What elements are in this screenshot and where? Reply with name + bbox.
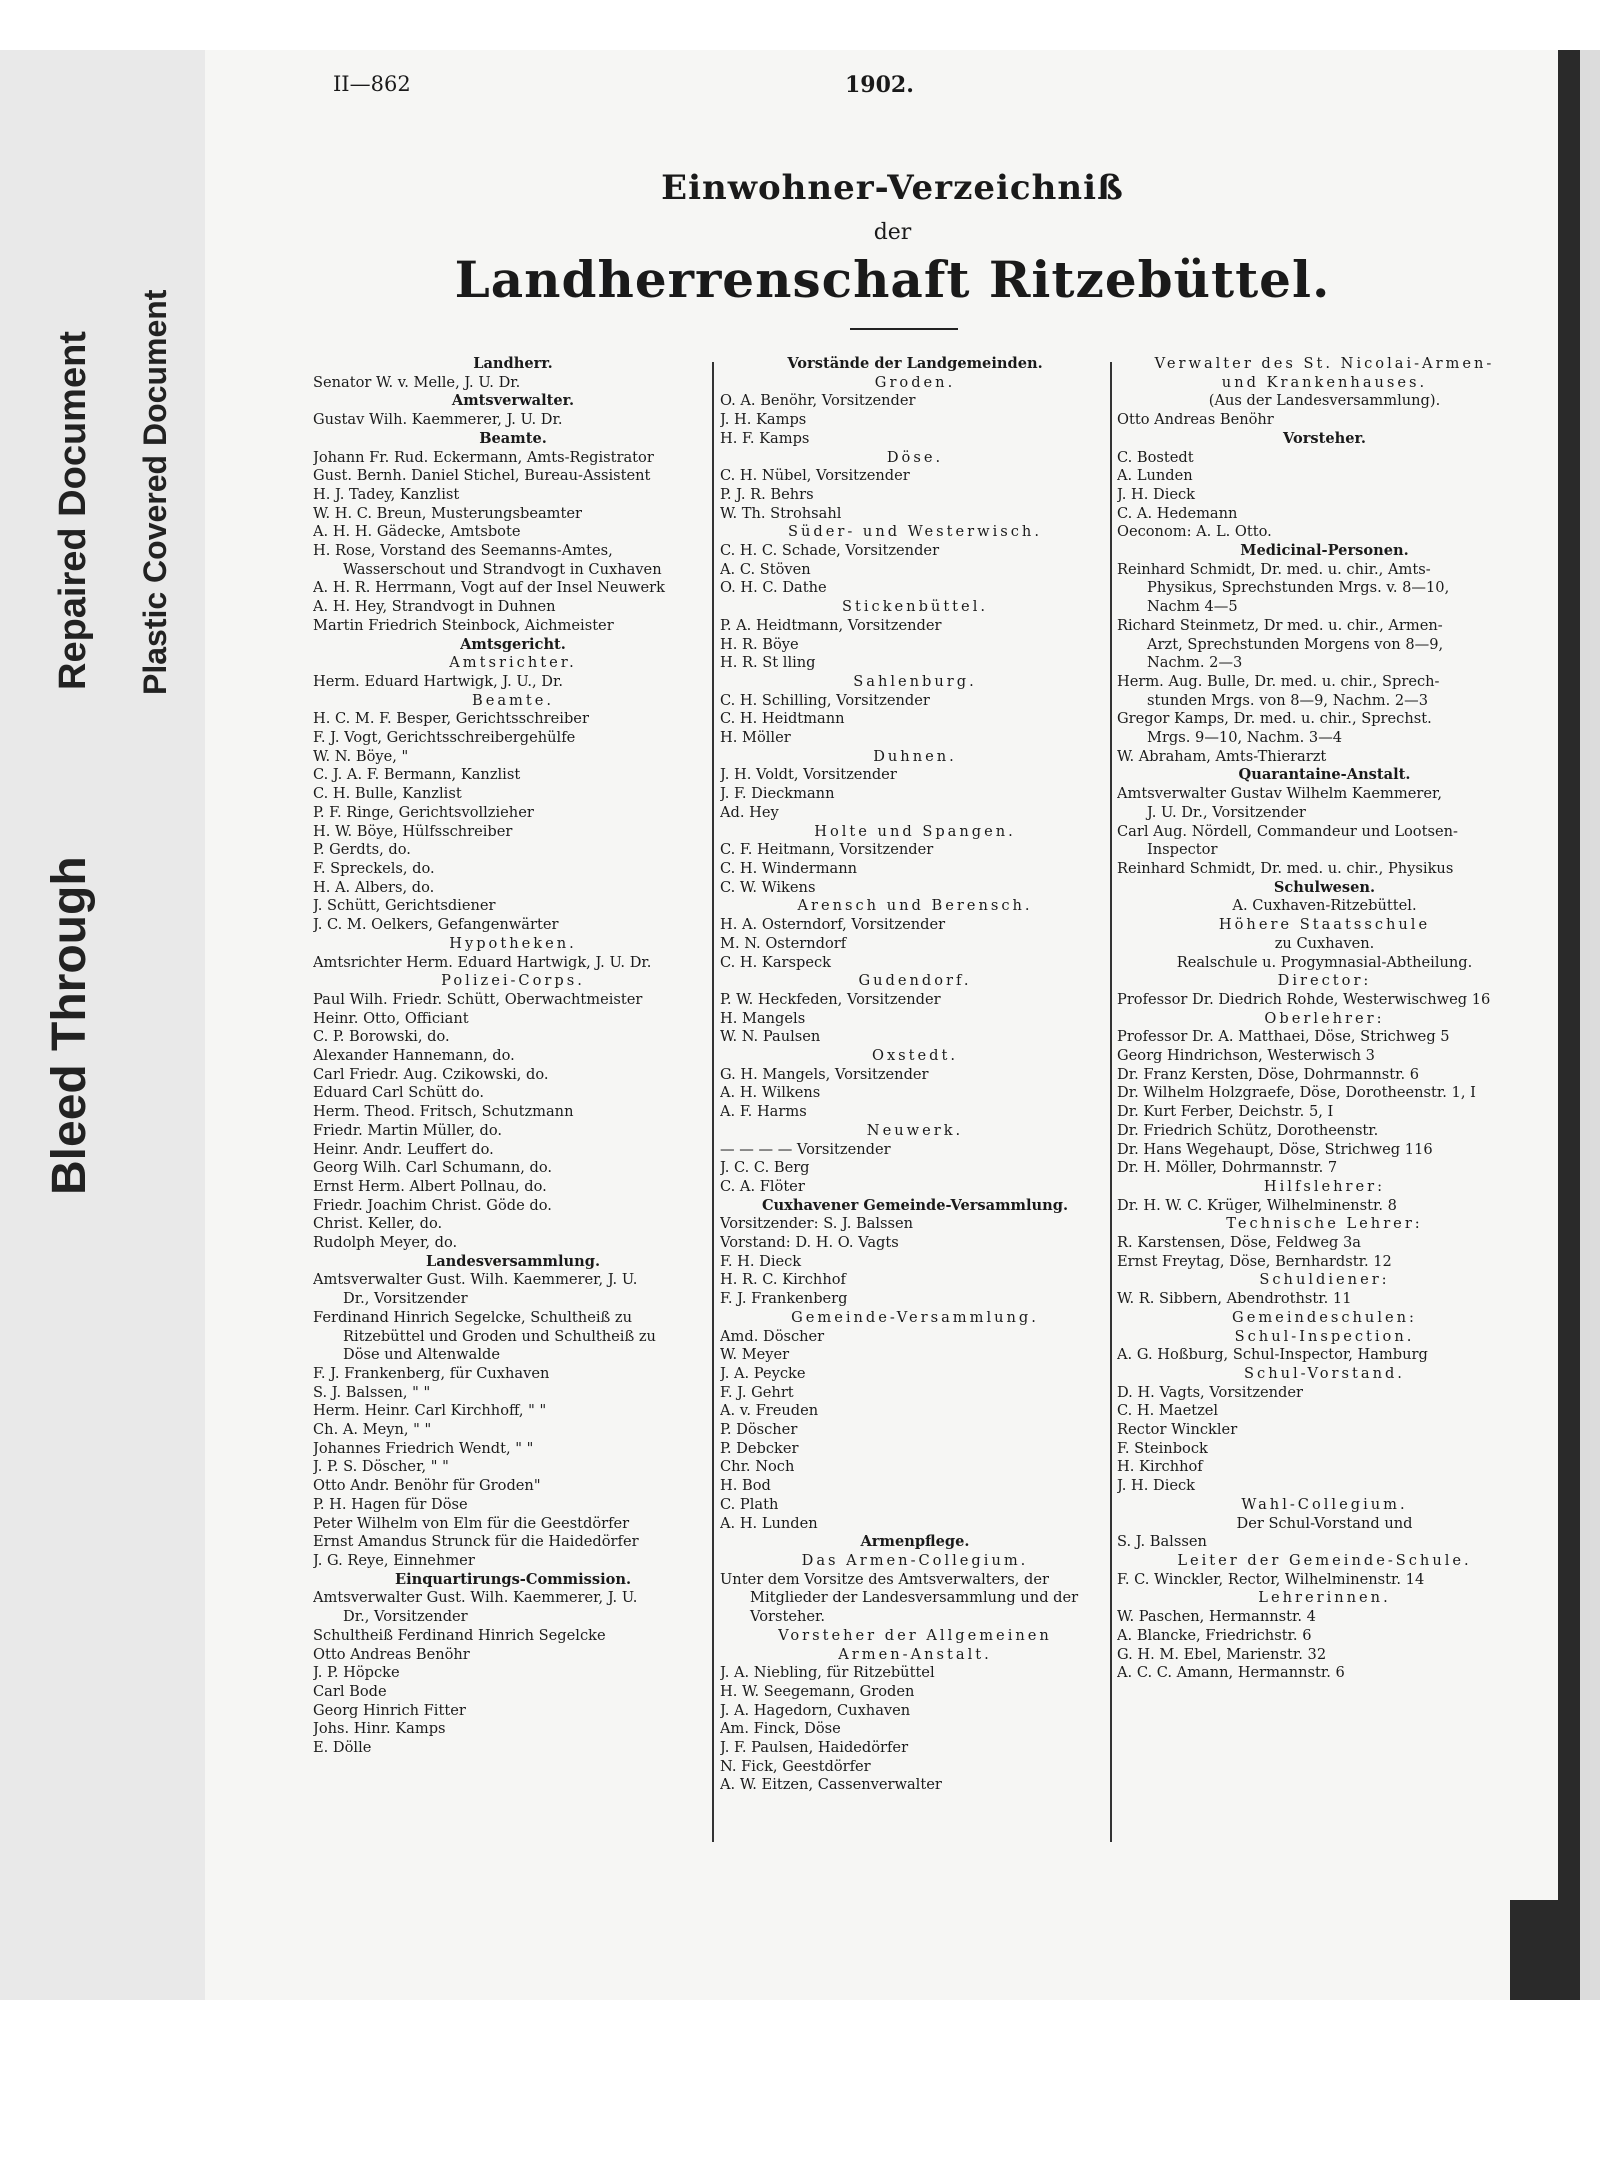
directory-entry: P. A. Heidtmann, Vorsitzender: [720, 616, 942, 634]
directory-entry: J. P. Höpcke: [313, 1664, 400, 1682]
section-heading: Döse.: [886, 448, 944, 466]
directory-entry: Dr. Hans Wegehaupt, Döse, Strichweg 116: [1117, 1140, 1433, 1158]
directory-entry: J. G. Reye, Einnehmer: [313, 1552, 475, 1569]
section-heading: Landesversammlung.: [425, 1252, 601, 1270]
directory-entry: Dr., Vorsitzender: [343, 1608, 468, 1626]
directory-entry: Ferdinand Hinrich Segelcke, Schultheiß zu: [313, 1308, 632, 1326]
directory-entry: Gregor Kamps, Dr. med. u. chir., Sprechst.: [1117, 710, 1432, 728]
directory-entry: Nachm. 2—3: [1147, 654, 1243, 672]
directory-entry: Oeconom: A. L. Otto.: [1117, 523, 1272, 541]
directory-entry: C. H. C. Schade, Vorsitzender: [720, 542, 940, 560]
section-heading: Hilfslehrer:: [1263, 1177, 1386, 1195]
directory-entry: A. Cuxhaven-Ritzebüttel.: [1232, 897, 1417, 915]
directory-entry: Mitglieder der Landesversammlung und der: [750, 1589, 1079, 1607]
label-plastic-covered-document: Plastic Covered Document: [137, 289, 173, 695]
directory-entry: A. H. R. Herrmann, Vogt auf der Insel Neuwerk: [313, 579, 665, 597]
directory-entry: C. H. Nübel, Vorsitzender: [720, 467, 910, 485]
directory-entry: Dr. H. Möller, Dohrmannstr. 7: [1117, 1159, 1338, 1177]
section-heading: Leiter der Gemeinde-Schule.: [1177, 1552, 1472, 1569]
directory-entry: zu Cuxhaven.: [1274, 934, 1375, 952]
directory-entry: C. H. Heidtmann: [720, 710, 845, 728]
directory-entry: H. F. Kamps: [720, 429, 810, 447]
directory-entry: Vorstand: D. H. O. Vagts: [720, 1234, 899, 1252]
directory-entry: S. J. Balssen, " ": [313, 1383, 431, 1401]
directory-entry: H. A. Osterndorf, Vorsitzender: [720, 916, 946, 934]
title-landherrenschaft: Landherrenschaft Ritzebüttel.: [454, 250, 1331, 309]
directory-entry: Senator W. v. Melle, J. U. Dr.: [313, 373, 521, 391]
label-bleed-through: Bleed Through: [43, 856, 96, 1195]
scan-dark-edge: [1558, 50, 1580, 2000]
directory-entry: M. N. Osterndorf: [720, 934, 847, 952]
directory-entry: J. H. Kamps: [720, 411, 807, 429]
directory-entry: C. A. Hedemann: [1117, 504, 1238, 522]
scanned-page-area: [205, 50, 1600, 2000]
directory-entry: Gust. Bernh. Daniel Stichel, Bureau-Assistent: [313, 467, 651, 485]
directory-entry: A. H. Hey, Strandvogt in Duhnen: [313, 598, 556, 616]
directory-entry: J. F. Paulsen, Haidedörfer: [720, 1739, 909, 1757]
directory-entry: A. C. Stöven: [720, 560, 811, 578]
directory-entry: Herm. Aug. Bulle, Dr. med. u. chir., Sprech-: [1117, 672, 1440, 690]
directory-entry: H. Rose, Vorstand des Seemanns-Amtes,: [313, 542, 613, 560]
section-heading: Quarantaine-Anstalt.: [1238, 766, 1411, 784]
section-heading: und Krankenhauses.: [1221, 373, 1428, 391]
section-heading: Beamte.: [471, 691, 555, 709]
directory-entry: Realschule u. Progymnasial-Abtheilung.: [1176, 953, 1473, 971]
directory-entry: H. Bod: [720, 1477, 771, 1495]
section-heading: Lehrerinnen.: [1258, 1589, 1391, 1607]
directory-entry: P. Gerdts, do.: [313, 841, 411, 859]
directory-entry: J. H. Dieck: [1117, 485, 1196, 503]
page-year: 1902.: [845, 72, 914, 98]
directory-entry: Martin Friedrich Steinbock, Aichmeister: [313, 616, 614, 634]
directory-entry: Dr. Friedrich Schütz, Dorotheenstr.: [1117, 1121, 1379, 1139]
directory-entry: Professor Dr. A. Matthaei, Döse, Strichweg 5: [1117, 1028, 1450, 1046]
directory-entry: Christ. Keller, do.: [313, 1215, 443, 1233]
directory-entry: C. H. Karspeck: [720, 953, 831, 971]
directory-entry: W. N. Paulsen: [720, 1028, 821, 1046]
directory-entry: Dr., Vorsitzender: [343, 1290, 468, 1308]
directory-entry: C. H. Windermann: [720, 859, 858, 877]
section-heading: Armenpflege.: [860, 1533, 970, 1551]
directory-entry: A. C. C. Amann, Hermannstr. 6: [1117, 1664, 1345, 1682]
directory-entry: C. Plath: [720, 1495, 779, 1513]
directory-entry: Dr. H. W. C. Krüger, Wilhelminenstr. 8: [1117, 1196, 1397, 1214]
directory-entry: H. W. Böye, Hülfsschreiber: [313, 822, 513, 840]
section-heading: Schuldiener:: [1259, 1271, 1390, 1289]
directory-entry: J. P. S. Döscher, " ": [313, 1458, 449, 1476]
directory-entry: F. Steinbock: [1117, 1439, 1208, 1457]
directory-entry: Ernst Herm. Albert Pollnau, do.: [313, 1177, 547, 1195]
directory-entry: Am. Finck, Döse: [720, 1720, 841, 1738]
section-heading: Beamte.: [479, 429, 547, 447]
section-heading: Groden.: [874, 373, 956, 391]
directory-entry: Schultheiß Ferdinand Hinrich Segelcke: [313, 1626, 606, 1644]
directory-entry: J. A. Hagedorn, Cuxhaven: [720, 1701, 911, 1719]
directory-entry: C. H. Bulle, Kanzlist: [313, 785, 462, 803]
section-heading: Medicinal-Personen.: [1240, 542, 1409, 560]
section-heading: Wahl-Collegium.: [1241, 1495, 1408, 1513]
directory-entry: Amtsrichter Herm. Eduard Hartwigk, J. U. Dr.: [313, 953, 652, 971]
directory-entry: P. J. R. Behrs: [720, 485, 814, 503]
directory-entry: H. A. Albers, do.: [313, 878, 435, 896]
directory-entry: Georg Hindrichson, Westerwisch 3: [1117, 1047, 1375, 1065]
directory-entry: C. H. Schilling, Vorsitzender: [720, 691, 930, 709]
directory-entry: C. Bostedt: [1117, 448, 1194, 466]
section-heading: Holte und Spangen.: [814, 822, 1016, 840]
directory-entry: S. J. Balssen: [1117, 1533, 1207, 1551]
directory-entry: W. R. Sibbern, Abendrothstr. 11: [1117, 1290, 1352, 1308]
directory-entry: H. W. Seegemann, Groden: [720, 1682, 915, 1700]
directory-entry: A. v. Freuden: [720, 1402, 819, 1420]
directory-entry: P. W. Heckfeden, Vorsitzender: [720, 990, 941, 1008]
directory-entry: Herm. Heinr. Carl Kirchhoff, " ": [313, 1402, 547, 1420]
directory-entry: F. J. Vogt, Gerichtsschreibergehülfe: [313, 729, 576, 747]
directory-entry: J. U. Dr., Vorsitzender: [1147, 803, 1306, 821]
directory-entry: Reinhard Schmidt, Dr. med. u. chir., Amts-: [1117, 560, 1431, 578]
label-repaired-document: Repaired Document: [52, 331, 94, 690]
section-heading: Technische Lehrer:: [1226, 1215, 1423, 1233]
directory-entry: Paul Wilh. Friedr. Schütt, Oberwachtmeister: [313, 990, 643, 1008]
directory-entry: Nachm 4—5: [1147, 598, 1238, 616]
directory-entry: Eduard Carl Schütt do.: [313, 1084, 485, 1102]
directory-entry: Rudolph Meyer, do.: [313, 1234, 458, 1252]
directory-entry: Arzt, Sprechstunden Morgens von 8—9,: [1147, 635, 1444, 653]
directory-entry: Friedr. Martin Müller, do.: [313, 1121, 503, 1139]
directory-entry: Amd. Döscher: [720, 1327, 825, 1345]
directory-entry: Johs. Hinr. Kamps: [313, 1720, 446, 1738]
directory-entry: A. Blancke, Friedrichstr. 6: [1117, 1626, 1312, 1644]
directory-entry: Professor Dr. Diedrich Rohde, Westerwischweg 16: [1117, 990, 1491, 1008]
section-heading: Gemeinde-Versammlung.: [791, 1308, 1039, 1326]
directory-entry: Ad. Hey: [720, 803, 779, 821]
directory-entry: Richard Steinmetz, Dr med. u. chir., Armen-: [1117, 616, 1443, 634]
directory-entry: W. N. Böye, ": [313, 747, 409, 765]
directory-entry: F. C. Winckler, Rector, Wilhelminenstr. 14: [1117, 1570, 1425, 1588]
directory-entry: Otto Andreas Benöhr: [1117, 411, 1274, 429]
section-heading: Amtsgericht.: [460, 635, 566, 653]
directory-entry: Carl Aug. Nördell, Commandeur und Lootsen-: [1117, 822, 1458, 840]
section-heading: Einquartirungs-Commission.: [394, 1570, 632, 1588]
directory-entry: C. A. Flöter: [720, 1177, 805, 1195]
directory-entry: Georg Hinrich Fitter: [313, 1701, 466, 1719]
directory-entry: P. Debcker: [720, 1439, 799, 1457]
directory-entry: C. P. Borowski, do.: [313, 1028, 450, 1046]
section-heading: Amtsrichter.: [449, 654, 577, 672]
directory-entry: W. Abraham, Amts-Thierarzt: [1117, 747, 1327, 765]
section-heading: Schul-Inspection.: [1234, 1327, 1415, 1345]
directory-entry: P. F. Ringe, Gerichtsvollzieher: [313, 803, 534, 821]
directory-entry: W. Th. Strohsahl: [720, 504, 842, 522]
directory-entry: Dr. Franz Kersten, Döse, Dohrmannstr. 6: [1117, 1065, 1420, 1083]
section-heading: Polizei-Corps.: [441, 972, 585, 990]
directory-entry: A. F. Harms: [720, 1103, 807, 1121]
directory-entry: A. G. Hoßburg, Schul-Inspector, Hamburg: [1117, 1346, 1428, 1364]
directory-entry: Vorsitzender: S. J. Balssen: [720, 1215, 914, 1233]
directory-entry: Inspector: [1147, 841, 1218, 859]
directory-entry: Ernst Freytag, Döse, Bernhardstr. 12: [1117, 1252, 1392, 1270]
section-heading: Cuxhavener Gemeinde-Versammlung.: [761, 1196, 1069, 1214]
directory-entry: O. A. Benöhr, Vorsitzender: [720, 392, 916, 410]
directory-entry: R. Karstensen, Döse, Feldweg 3a: [1117, 1234, 1361, 1252]
section-heading: Hypotheken.: [449, 934, 577, 952]
directory-entry: Dr. Kurt Ferber, Deichstr. 5, I: [1117, 1103, 1334, 1121]
directory-entry: E. Dölle: [313, 1739, 372, 1757]
directory-entry: Gustav Wilh. Kaemmerer, J. U. Dr.: [313, 411, 563, 429]
directory-entry: Friedr. Joachim Christ. Göde do.: [313, 1196, 552, 1214]
directory-entry: F. J. Gehrt: [720, 1383, 794, 1401]
scan-dark-corner: [1510, 1900, 1580, 2000]
directory-entry: Unter dem Vorsitze des Amtsverwalters, der: [720, 1570, 1049, 1588]
directory-entry: F. H. Dieck: [720, 1252, 802, 1270]
directory-entry: Dr. Wilhelm Holzgraefe, Döse, Dorotheenstr. 1, I: [1117, 1084, 1476, 1102]
title-einwohner-verzeichnis: Einwohner-Verzeichniß: [661, 168, 1124, 208]
directory-entry: Mrgs. 9—10, Nachm. 3—4: [1147, 729, 1343, 747]
directory-entry: Vorsteher.: [750, 1608, 825, 1626]
section-heading: Vorstände der Landgemeinden.: [787, 355, 1043, 372]
directory-entry: A. H. Wilkens: [720, 1084, 821, 1102]
section-heading: Süder- und Westerwisch.: [788, 523, 1042, 541]
section-heading: Neuwerk.: [866, 1121, 964, 1139]
document-page: [205, 50, 1580, 2000]
directory-entry: Reinhard Schmidt, Dr. med. u. chir., Physikus: [1117, 859, 1454, 877]
directory-entry: A. W. Eitzen, Cassenverwalter: [720, 1776, 942, 1794]
directory-entry: H. R. C. Kirchhof: [720, 1271, 846, 1289]
directory-entry: J. F. Dieckmann: [720, 785, 835, 803]
directory-entry: D. H. Vagts, Vorsitzender: [1117, 1383, 1303, 1401]
column-3: [1117, 355, 1532, 1683]
directory-entry: W. H. C. Breun, Musterungsbeamter: [313, 504, 582, 522]
column-1: [313, 355, 713, 1758]
directory-entry: G. H. M. Ebel, Marienstr. 32: [1117, 1645, 1327, 1663]
directory-entry: Otto Andr. Benöhr für Groden": [313, 1477, 541, 1495]
directory-entry: J. H. Dieck: [1117, 1477, 1196, 1495]
directory-entry: J. A. Niebling, für Ritzebüttel: [720, 1664, 935, 1682]
directory-entry: J. H. Voldt, Vorsitzender: [720, 766, 897, 784]
section-heading: Vorsteher der Allgemeinen: [778, 1626, 1052, 1644]
directory-entry: F. J. Frankenberg: [720, 1290, 848, 1308]
directory-entry: stunden Mrgs. von 8—9, Nachm. 2—3: [1147, 691, 1429, 709]
directory-entry: G. H. Mangels, Vorsitzender: [720, 1065, 929, 1083]
directory-entry: Ernst Amandus Strunck für die Haidedörfer: [313, 1533, 639, 1551]
directory-entry: (Aus der Landesversammlung).: [1208, 392, 1441, 410]
directory-entry: H. J. Tadey, Kanzlist: [313, 485, 460, 503]
directory-entry: Amtsverwalter Gust. Wilh. Kaemmerer, J. U.: [313, 1271, 638, 1289]
title-der: der: [873, 220, 912, 245]
directory-entry: J. Schütt, Gerichtsdiener: [313, 897, 496, 915]
section-heading: Oberlehrer:: [1264, 1009, 1385, 1027]
section-heading: Gudendorf.: [858, 972, 972, 990]
section-heading: Armen-Anstalt.: [838, 1645, 992, 1663]
section-heading: Amtsverwalter.: [451, 392, 575, 410]
directory-entry: C. J. A. F. Bermann, Kanzlist: [313, 766, 521, 784]
section-heading: Verwalter des St. Nicolai-Armen-: [1154, 355, 1495, 372]
section-heading: Gemeindeschulen:: [1232, 1308, 1417, 1326]
directory-entry: Ch. A. Meyn, " ": [313, 1421, 432, 1439]
section-heading: Oxstedt.: [871, 1047, 959, 1065]
column-divider-2: [1110, 362, 1112, 1842]
directory-entry: J. C. C. Berg: [720, 1159, 810, 1177]
directory-entry: A. H. Lunden: [720, 1514, 818, 1532]
section-heading: Schulwesen.: [1273, 878, 1376, 896]
section-heading: Stickenbüttel.: [842, 598, 988, 616]
directory-entry: Wasserschout und Strandvogt in Cuxhaven: [343, 560, 662, 578]
directory-entry: C. F. Heitmann, Vorsitzender: [720, 841, 934, 859]
directory-entry: W. Paschen, Hermannstr. 4: [1117, 1608, 1316, 1626]
directory-entry: Johann Fr. Rud. Eckermann, Amts-Registrator: [313, 448, 654, 466]
directory-entry: Heinr. Andr. Leuffert do.: [313, 1140, 494, 1158]
title-rule: [850, 328, 958, 330]
directory-entry: Alexander Hannemann, do.: [313, 1047, 515, 1065]
section-heading: Director:: [1277, 972, 1372, 990]
directory-entry: Chr. Noch: [720, 1458, 795, 1476]
directory-entry: H. R. St lling: [720, 654, 816, 672]
directory-entry: Otto Andreas Benöhr: [313, 1645, 470, 1663]
directory-entry: H. R. Böye: [720, 635, 799, 653]
directory-entry: Herm. Theod. Fritsch, Schutzmann: [313, 1103, 574, 1121]
directory-entry: Peter Wilhelm von Elm für die Geestdörfer: [313, 1514, 630, 1532]
directory-entry: — — — — Vorsitzender: [720, 1140, 891, 1158]
section-heading: Arensch und Berensch.: [797, 897, 1033, 915]
directory-entry: Carl Friedr. Aug. Czikowski, do.: [313, 1065, 549, 1083]
directory-entry: P. Döscher: [720, 1421, 798, 1439]
section-heading: Sahlenburg.: [853, 672, 977, 690]
directory-entry: J. A. Peycke: [720, 1364, 806, 1382]
directory-entry: J. C. M. Oelkers, Gefangenwärter: [313, 916, 559, 934]
section-heading: Vorsteher.: [1283, 429, 1366, 447]
section-heading: Höhere Staatsschule: [1218, 916, 1431, 934]
directory-entry: Carl Bode: [313, 1682, 387, 1700]
section-heading: Schul-Vorstand.: [1244, 1364, 1405, 1382]
directory-entry: H. Kirchhof: [1117, 1458, 1203, 1476]
directory-entry: P. H. Hagen für Döse: [313, 1495, 468, 1513]
section-heading: Landherr.: [473, 355, 553, 372]
directory-entry: H. C. M. F. Besper, Gerichtsschreiber: [313, 710, 589, 728]
directory-entry: O. H. C. Dathe: [720, 579, 827, 597]
directory-entry: Rector Winckler: [1117, 1421, 1238, 1439]
section-heading: Duhnen.: [873, 747, 957, 765]
section-heading: Das Armen-Collegium.: [801, 1552, 1029, 1569]
directory-entry: Georg Wilh. Carl Schumann, do.: [313, 1159, 553, 1177]
directory-entry: W. Meyer: [720, 1346, 790, 1364]
directory-entry: Der Schul-Vorstand und: [1236, 1514, 1413, 1532]
watermark-sidebar: [0, 50, 205, 2000]
directory-entry: Physikus, Sprechstunden Mrgs. v. 8—10,: [1147, 579, 1450, 597]
directory-entry: C. H. Maetzel: [1117, 1402, 1219, 1420]
directory-entry: N. Fick, Geestdörfer: [720, 1757, 871, 1775]
directory-entry: H. Mangels: [720, 1009, 806, 1027]
directory-entry: F. J. Frankenberg, für Cuxhaven: [313, 1364, 550, 1382]
directory-entry: Döse und Altenwalde: [343, 1346, 500, 1364]
directory-entry: A. Lunden: [1117, 467, 1193, 485]
directory-entry: Heinr. Otto, Officiant: [313, 1009, 469, 1027]
directory-entry: Amtsverwalter Gustav Wilhelm Kaemmerer,: [1117, 785, 1442, 803]
directory-entry: A. H. H. Gädecke, Amtsbote: [313, 523, 521, 541]
directory-entry: Johannes Friedrich Wendt, " ": [313, 1439, 534, 1457]
page-reference: II—862: [333, 72, 411, 96]
directory-entry: H. Möller: [720, 729, 791, 747]
directory-entry: F. Spreckels, do.: [313, 859, 435, 877]
directory-entry: Ritzebüttel und Groden und Schultheiß zu: [343, 1327, 656, 1345]
directory-entry: Herm. Eduard Hartwigk, J. U., Dr.: [313, 672, 563, 690]
directory-entry: C. W. Wikens: [720, 878, 816, 896]
column-2: [720, 355, 1110, 1795]
directory-entry: Amtsverwalter Gust. Wilh. Kaemmerer, J. U.: [313, 1589, 638, 1607]
